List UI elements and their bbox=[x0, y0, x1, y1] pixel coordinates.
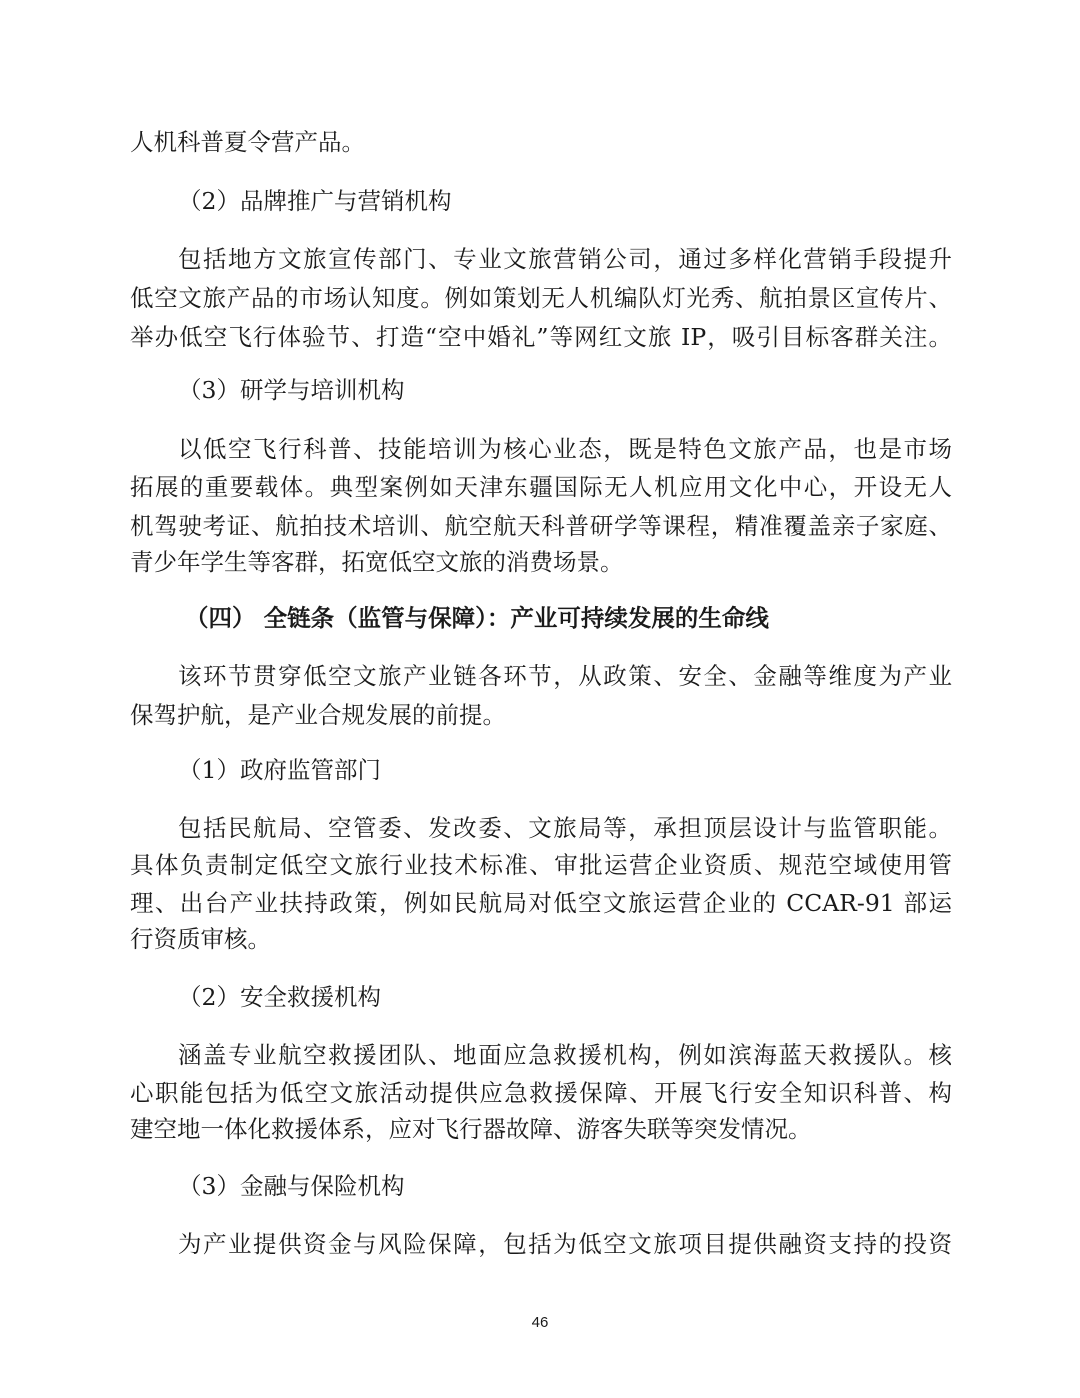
paragraph-line: 包括民航局、空管委、发改委、文旅局等，承担顶层设计与监管职能。 bbox=[178, 814, 952, 842]
paragraph-line: 人机科普夏令营产品。 bbox=[130, 128, 365, 156]
paragraph-line: 低空文旅产品的市场认知度。例如策划无人机编队灯光秀、航拍景区宣传片、 bbox=[130, 284, 952, 312]
subsection-heading: （2）安全救援机构 bbox=[178, 983, 381, 1011]
paragraph-line: 为产业提供资金与风险保障，包括为低空文旅项目提供融资支持的投资 bbox=[178, 1230, 952, 1258]
subsection-heading: （2）品牌推广与营销机构 bbox=[178, 187, 452, 215]
subsection-heading: （1）政府监管部门 bbox=[178, 756, 381, 784]
paragraph-line: 该环节贯穿低空文旅产业链各环节，从政策、安全、金融等维度为产业 bbox=[178, 662, 952, 690]
paragraph-line: 建空地一体化救援体系，应对飞行器故障、游客失联等突发情况。 bbox=[130, 1115, 812, 1143]
paragraph-line: 机驾驶考证、航拍技术培训、航空航天科普研学等课程，精准覆盖亲子家庭、 bbox=[130, 512, 952, 540]
paragraph-line: 以低空飞行科普、技能培训为核心业态，既是特色文旅产品，也是市场 bbox=[178, 435, 952, 463]
paragraph-line: 涵盖专业航空救援团队、地面应急救援机构，例如滨海蓝天救援队。核 bbox=[178, 1041, 952, 1069]
paragraph-line: 理、出台产业扶持政策，例如民航局对低空文旅运营企业的 CCAR-91 部运 bbox=[130, 889, 952, 917]
paragraph-line: 包括地方文旅宣传部门、专业文旅营销公司，通过多样化营销手段提升 bbox=[178, 245, 952, 273]
paragraph-line: 心职能包括为低空文旅活动提供应急救援保障、开展飞行安全知识科普、构 bbox=[130, 1079, 952, 1107]
paragraph-line: 青少年学生等客群，拓宽低空文旅的消费场景。 bbox=[130, 548, 624, 576]
paragraph-line: 具体负责制定低空文旅行业技术标准、审批运营企业资质、规范空域使用管 bbox=[130, 851, 952, 879]
paragraph-line: 保驾护航，是产业合规发展的前提。 bbox=[130, 701, 506, 729]
subsection-heading: （3）金融与保险机构 bbox=[178, 1172, 405, 1200]
subsection-heading: （3）研学与培训机构 bbox=[178, 376, 405, 404]
page-number: 46 bbox=[531, 1314, 549, 1331]
paragraph-line: 举办低空飞行体验节、打造“空中婚礼”等网红文旅 IP，吸引目标客群关注。 bbox=[130, 323, 952, 351]
paragraph-line: 行资质审核。 bbox=[130, 925, 271, 953]
paragraph-line: 拓展的重要载体。典型案例如天津东疆国际无人机应用文化中心，开设无人 bbox=[130, 473, 952, 501]
section-heading: （四） 全链条（监管与保障）：产业可持续发展的生命线 bbox=[185, 604, 769, 632]
